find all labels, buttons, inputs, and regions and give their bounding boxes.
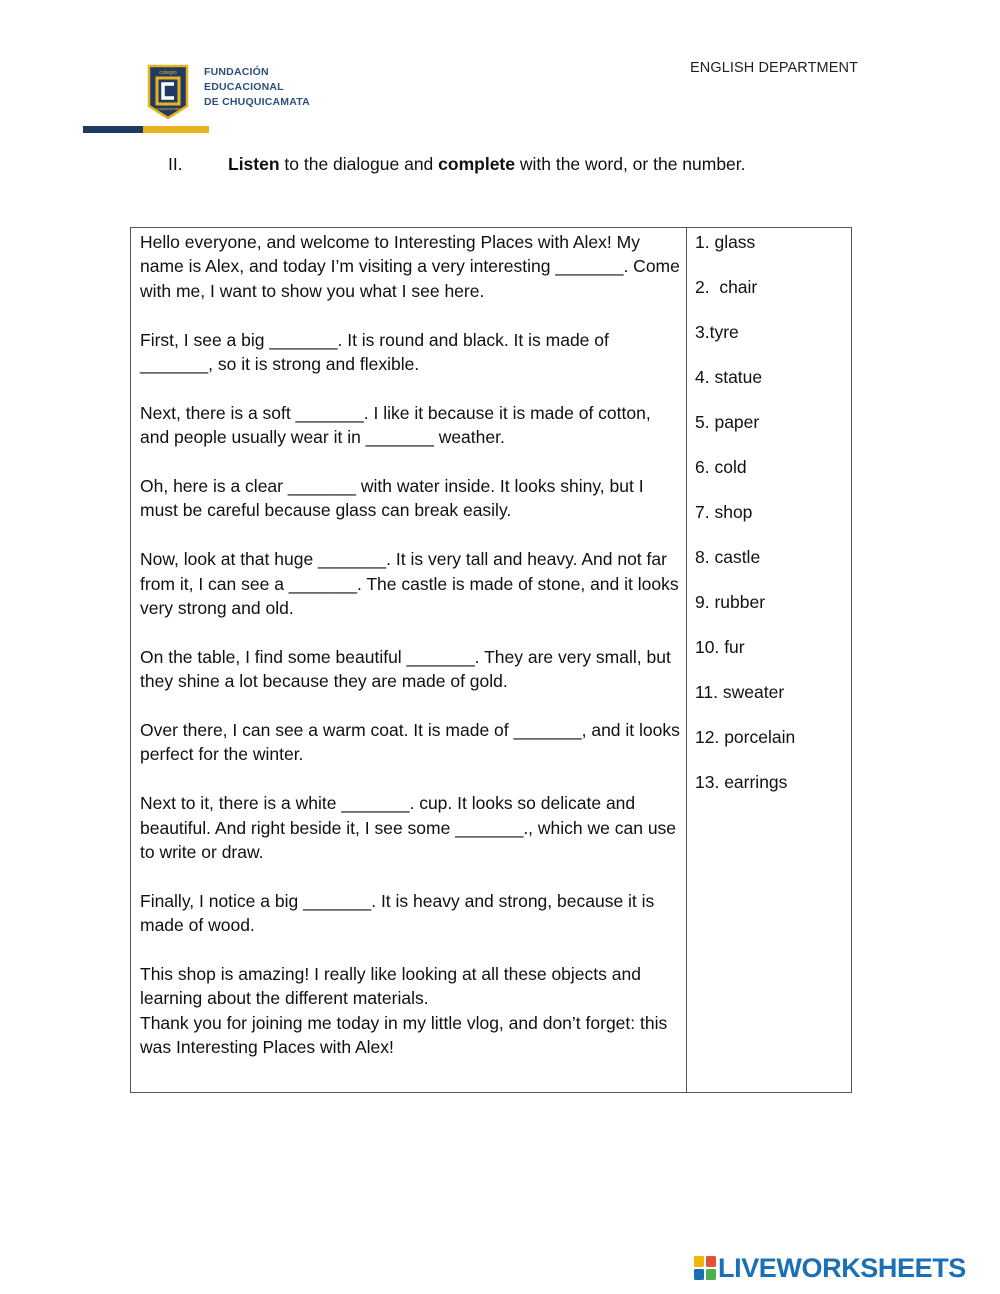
crest-text-top: colegio (159, 70, 177, 76)
word-bank-item: 4. statue (695, 367, 763, 387)
word-bank-item: 7. shop (695, 502, 753, 522)
instruction-number: II. (168, 154, 183, 174)
word-bank-item: 2. chair (695, 277, 758, 297)
header-bar-navy (83, 126, 143, 133)
dialogue-paragraph: Thank you for joining me today in my little vlog, and don’t forget: this was Interesting Places with Alex! (140, 1012, 668, 1058)
instruction (168, 154, 746, 175)
crest-text-bottom: chuquicamata (155, 106, 181, 111)
department-label: ENGLISH DEPARTMENT (690, 60, 859, 76)
dialogue-paragraph: First, I see a big _______. It is round and black. It is made of _______, so it is strong and flexible. (140, 329, 609, 375)
word-bank-item: 11. sweater (695, 682, 785, 702)
liveworksheets-brand: LIVEWORKSHEETS (718, 1253, 966, 1283)
dialogue-paragraph: Finally, I notice a big _______. It is heavy and strong, because it is made of wood. (140, 890, 655, 936)
dialogue-paragraph: Next, there is a soft _______. I like it because it is made of cotton, and people usually wear it in _______ weather. (140, 402, 651, 448)
liveworksheets-logo[interactable] (694, 1252, 994, 1284)
dialogue-paragraph: On the table, I find some beautiful _______. They are very small, but they shine a lot because they are made of gold. (140, 646, 671, 692)
dialogue-paragraph: Next to it, there is a white _______. cup. It looks so delicate and beautiful. And right beside it, I see some _______., which we can use to write or draw. (140, 793, 677, 863)
word-bank-item: 12. porcelain (695, 727, 796, 747)
column-divider (686, 228, 687, 1092)
exercise-table (130, 227, 852, 1093)
dialogue-text (140, 230, 680, 1060)
word-bank (695, 230, 845, 815)
org-line-2: EDUCACIONAL (204, 81, 284, 93)
word-bank-item: 9. rubber (695, 592, 766, 612)
dialogue-paragraph: Hello everyone, and welcome to Interesting Places with Alex! My name is Alex, and today I’m visiting a very interesting _______. Come with me, I want to show you what I see here. (140, 232, 680, 301)
word-bank-item: 10. fur (695, 637, 745, 657)
dialogue-paragraph: This shop is amazing! I really like looking at all these objects and learning about the different materials. (140, 964, 641, 1009)
word-bank-item: 3.tyre (695, 322, 739, 342)
org-line-3: DE CHUQUICAMATA (204, 96, 310, 108)
header-bar-gold (143, 126, 209, 133)
dialogue-paragraph: Now, look at that huge _______. It is very tall and heavy. And not far from it, I can see a _______. The castle is made of stone, and it looks very strong and old. (140, 549, 679, 619)
dialogue-paragraph: Over there, I can see a warm coat. It is made of _______, and it looks perfect for the winter. (140, 720, 680, 765)
org-name (204, 65, 310, 110)
school-crest-icon (147, 64, 189, 120)
dialogue-paragraph: Oh, here is a clear _______ with water inside. It looks shiny, but I must be careful because glass can break easily. (140, 476, 644, 521)
word-bank-item: 5. paper (695, 412, 760, 432)
instruction-end: with the word, or the number. (514, 154, 746, 174)
instruction-listen: Listen (228, 154, 280, 174)
instruction-complete: complete (438, 154, 515, 174)
word-bank-item: 1. glass (695, 232, 756, 252)
school-logo (83, 62, 313, 134)
liveworksheets-icon (694, 1256, 716, 1280)
word-bank-item: 13. earrings (695, 772, 788, 792)
instruction-mid: to the dialogue and (279, 154, 439, 174)
org-line-1: FUNDACIÓN (204, 66, 269, 78)
word-bank-item: 8. castle (695, 547, 761, 567)
word-bank-item: 6. cold (695, 457, 747, 477)
